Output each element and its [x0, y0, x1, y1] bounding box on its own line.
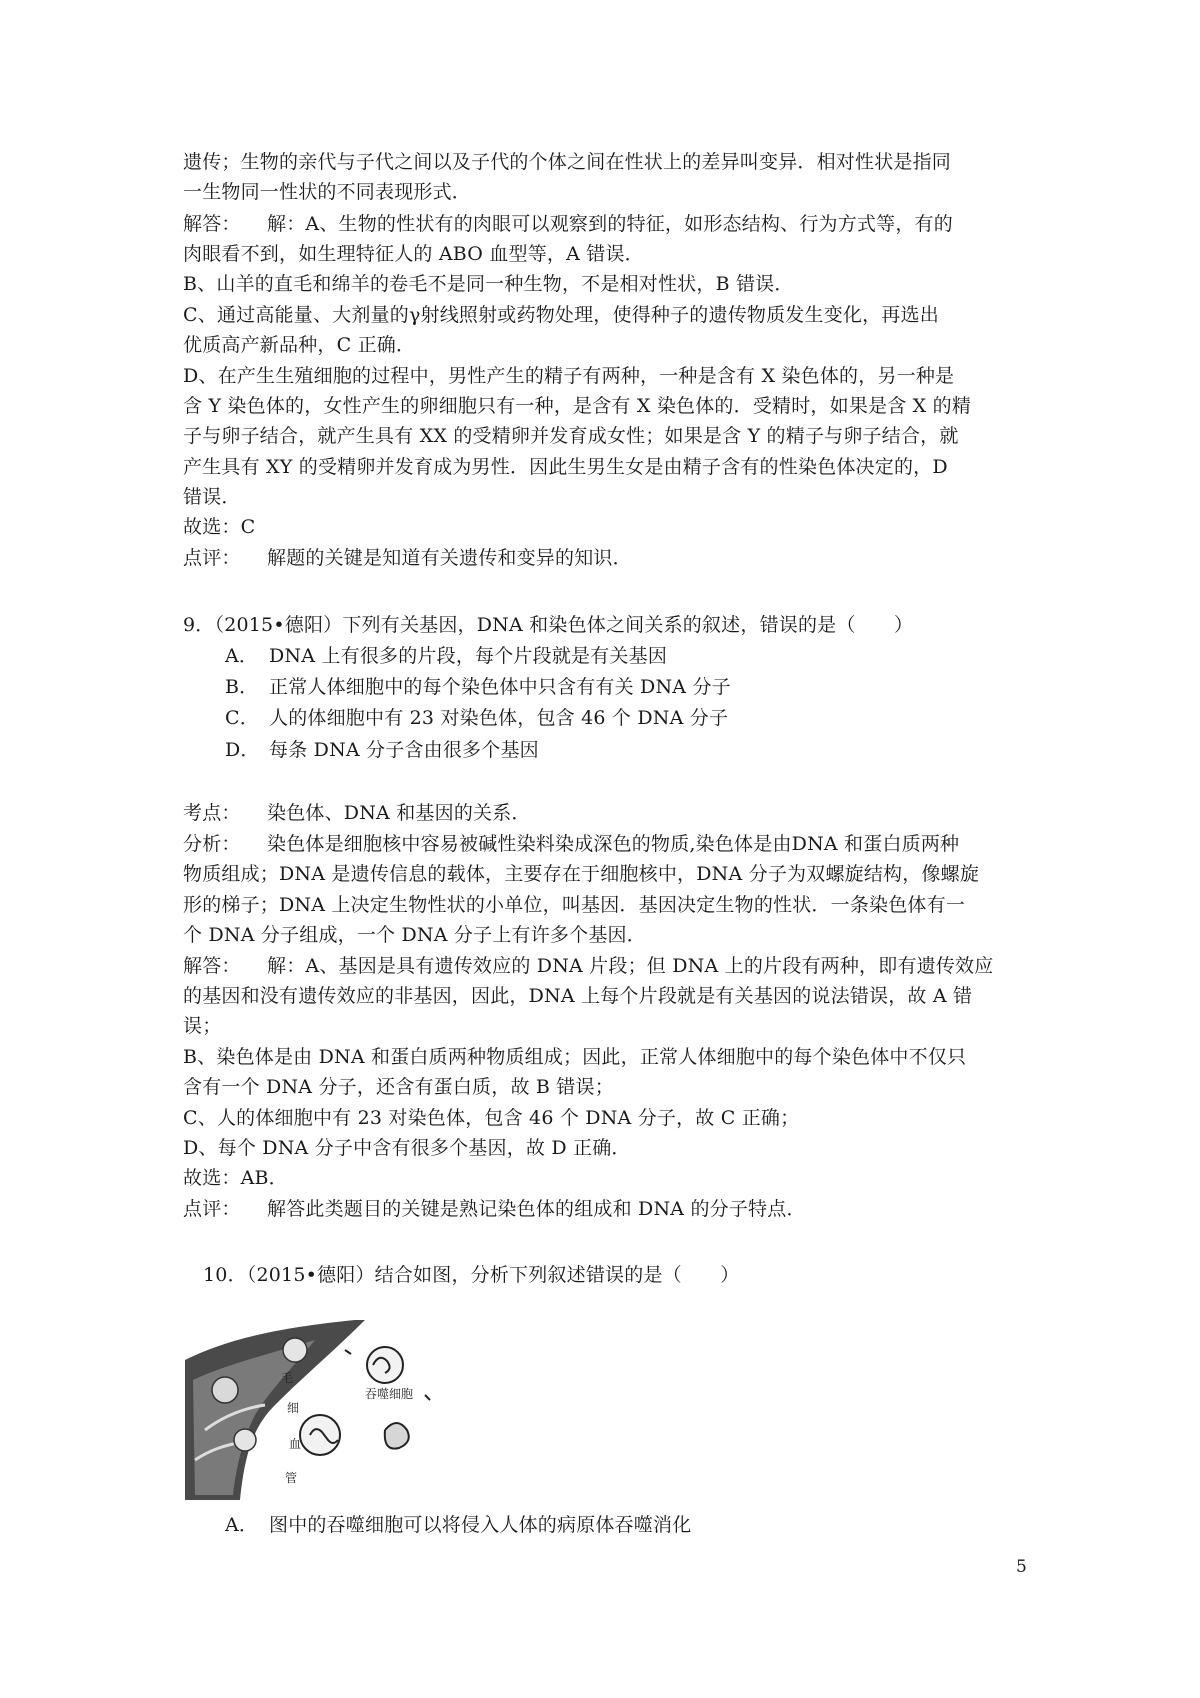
analysis-label: 分析： [183, 833, 241, 855]
text-line: 一生物同一性状的不同表现形式． [183, 181, 472, 203]
comment-line [183, 1194, 1033, 1224]
kaodian-label: 考点： [183, 802, 241, 824]
option-letter: C． [225, 707, 259, 729]
label-a: 毛 [281, 1371, 294, 1385]
analysis-line [183, 829, 1033, 859]
capillary-illustration [185, 1320, 447, 1500]
comment-text: 解答此类题目的关键是熟记染色体的组成和 DNA 的分子特点． [267, 1198, 806, 1220]
option-text: 人的体细胞中有 23 对染色体，包含 46 个 DNA 分子 [269, 707, 729, 729]
text-line: 含有一个 DNA 分子，还含有蛋白质，故 B 错误； [183, 1076, 614, 1098]
text-line: 错误． [183, 486, 241, 508]
kaodian-line [183, 798, 1033, 828]
comment-label: 点评： [183, 1198, 241, 1220]
text-line: 的基因和没有遗传效应的非基因，因此，DNA 上每个片段就是有关基因的说法错误，故 A 错 [183, 985, 973, 1007]
comment-text: 解题的关键是知道有关遗传和变异的知识． [267, 547, 632, 569]
option-c [225, 703, 1075, 733]
option-a [225, 1510, 1075, 1540]
answer-text: 解：A、生物的性状有的肉眼可以观察到的特征，如形态结构、行为方式等，有的 [267, 213, 953, 235]
phagocyte-figure [185, 1320, 447, 1500]
question-stem: 9．（2015•德阳）下列有关基因，DNA 和染色体之间关系的叙述，错误的是（ ） [183, 614, 914, 636]
text-line: D、在产生生殖细胞的过程中，男性产生的精子有两种，一种是含有 X 染色体的，另一种是 [183, 365, 955, 387]
comment-label: 点评： [183, 547, 241, 569]
label-c: 血 [289, 1437, 302, 1451]
choice-line: 故选：AB． [183, 1167, 288, 1189]
text-line: D、每个 DNA 分子中含有很多个基因，故 D 正确． [183, 1137, 631, 1159]
text-line: 优质高产新品种，C 正确． [183, 334, 416, 356]
label-d: 管 [285, 1471, 298, 1485]
text-line: 产生具有 XY 的受精卵并发育成为男性．因此生男生女是由精子含有的性染色体决定的，D [183, 456, 948, 478]
option-text: 图中的吞噬细胞可以将侵入人体的病原体吞噬消化 [269, 1514, 692, 1536]
text-line: B、染色体是由 DNA 和蛋白质两种物质组成；因此，正常人体细胞中的每个染色体中不仅只 [183, 1046, 967, 1068]
text-line: 子与卵子结合，就产生具有 XX 的受精卵并发育成女性；如果是含 Y 的精子与卵子结合，就 [183, 425, 959, 447]
option-letter: D． [225, 739, 260, 761]
option-text: DNA 上有很多的片段，每个片段就是有关基因 [269, 645, 668, 667]
text-line: 遗传；生物的亲代与子代之间以及子代的个体之间在性状上的差异叫变异．相对性状是指同 [183, 151, 952, 173]
text-line: 误； [183, 1015, 222, 1037]
answer-label: 解答： [183, 955, 241, 977]
option-letter: B． [225, 676, 259, 698]
text-line: 含 Y 染色体的，女性产生的卵细胞只有一种，是含有 X 染色体的．受精时，如果是含 X 的精 [183, 395, 972, 417]
kaodian-text: 染色体、DNA 和基因的关系． [267, 802, 531, 824]
text-line: B、山羊的直毛和绵羊的卷毛不是同一种生物，不是相对性状，B 错误． [183, 273, 794, 295]
text-line: C、人的体细胞中有 23 对染色体，包含 46 个 DNA 分子，故 C 正确； [183, 1107, 800, 1129]
text-line: 肉眼看不到，如生理特征人的 ABO 血型等，A 错误． [183, 243, 644, 265]
option-text: 每条 DNA 分子含由很多个基因 [269, 739, 539, 761]
text-line: 个 DNA 分子组成，一个 DNA 分子上有许多个基因． [183, 924, 646, 946]
answer-text: 解：A、基因是具有遗传效应的 DNA 片段；但 DNA 上的片段有两种，即有遗传效应 [267, 955, 994, 977]
option-b [225, 672, 1075, 702]
option-d [225, 735, 1075, 765]
answer-label: 解答： [183, 213, 241, 235]
comment-line [183, 543, 1033, 573]
option-text: 正常人体细胞中的每个染色体中只含有有关 DNA 分子 [269, 676, 731, 698]
text-line: 形的梯子；DNA 上决定生物性状的小单位，叫基因．基因决定生物的性状．一条染色体有一 [183, 894, 966, 916]
text-line: C、通过高能量、大剂量的γ射线照射或药物处理，使得种子的遗传物质发生变化，再选出 [183, 304, 939, 326]
choice-line: 故选：C [183, 516, 256, 538]
analysis-text: 染色体是细胞核中容易被碱性染料染成深色的物质,染色体是由DNA 和蛋白质两种 [267, 833, 960, 855]
option-a [225, 641, 1075, 671]
question-stem: 10．（2015•德阳）结合如图，分析下列叙述错误的是（ ） [203, 1264, 740, 1286]
answer-line [183, 209, 1033, 239]
page-number: 5 [1016, 1557, 1027, 1577]
option-letter: A． [225, 645, 259, 667]
label-b: 细 [287, 1401, 300, 1415]
answer-line [183, 951, 1033, 981]
option-letter: A． [225, 1514, 259, 1536]
label-phagocyte: 吞噬细胞 [365, 1387, 414, 1401]
text-line: 物质组成；DNA 是遗传信息的载体，主要存在于细胞核中，DNA 分子为双螺旋结构，像螺旋 [183, 863, 980, 885]
